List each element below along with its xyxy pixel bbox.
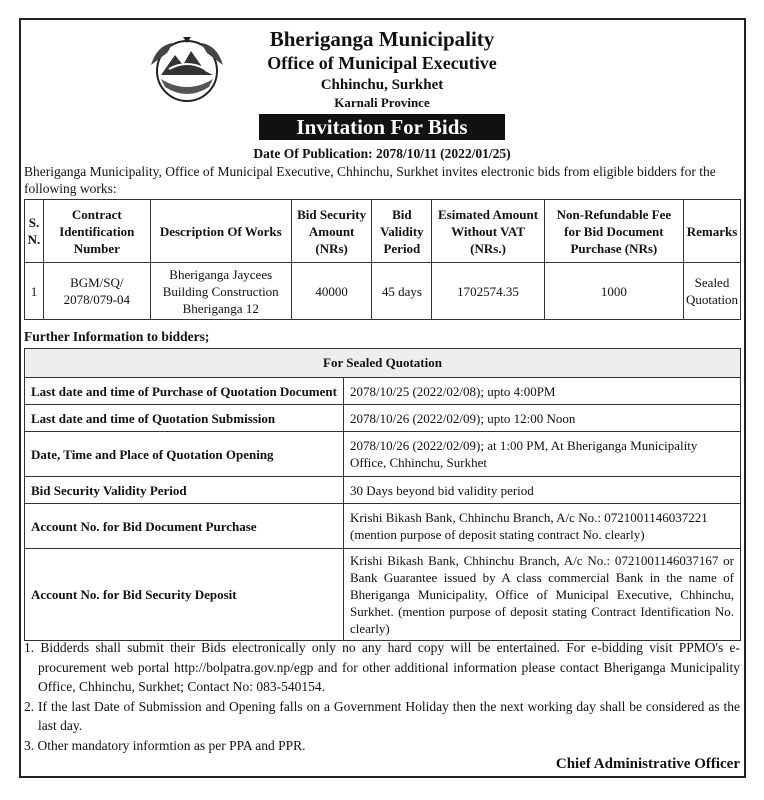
- table-row: [25, 405, 741, 432]
- info-label: Bid Security Validity Period: [25, 477, 344, 504]
- info-label: Account No. for Bid Document Purchase: [25, 504, 344, 549]
- info-value: 30 Days beyond bid validity period: [344, 477, 741, 504]
- further-info-heading: Further Information to bidders;: [24, 329, 210, 344]
- info-value: 2078/10/26 (2022/02/09); upto 12:00 Noon: [344, 405, 741, 432]
- municipality-name: Bheriganga Municipality: [269, 27, 495, 51]
- col-remarks: Remarks: [684, 200, 741, 263]
- info-table: [24, 348, 741, 641]
- cell-bid-security: 40000: [291, 263, 372, 320]
- cell-validity: 45 days: [372, 263, 432, 320]
- works-table-header: [25, 200, 741, 263]
- province-name: Karnali Province: [334, 95, 430, 110]
- note-item: 2. If the last Date of Submission and Opening falls on a Government Holiday then the next working day shall be considered as the last day.: [24, 698, 740, 733]
- note-item: 1. Bidderds shall submit their Bids electronically only no any hard copy will be entertained. For e-bidding visit PPMO's e-procurement web portal http://bolpatra.gov.np/egp and for other additional information please contact Bheriganga Municipality Office, Chhinchu, Surkhet; Contact No: 083-540154.: [24, 640, 740, 694]
- info-table-title: For Sealed Quotation: [25, 349, 741, 378]
- table-row: [25, 477, 741, 504]
- info-value: 2078/10/26 (2022/02/09); at 1:00 PM, At Bheriganga Municipality Office, Chhinchu, Surkhet: [344, 432, 741, 477]
- cell-estimated-amount: 1702574.35: [432, 263, 544, 320]
- signature-title: Chief Administrative Officer: [555, 756, 740, 772]
- cell-remarks: Sealed Quotation: [684, 263, 741, 320]
- cell-description: Bheriganga Jaycees Building Construction Bheriganga 12: [150, 263, 291, 320]
- table-row: [25, 549, 741, 641]
- col-contract-id: Contract Identification Number: [43, 200, 150, 263]
- info-value: 2078/10/25 (2022/02/08); upto 4:00PM: [344, 378, 741, 405]
- info-value: Krishi Bikash Bank, Chhinchu Branch, A/c No.: 0721001146037167 or Bank Guarantee issued by A class commercial Bank in the name of Bheriganga Municipality, Office of Municipal Executive, Chhinchu, Surkhet. (mention purpose of deposit stating Contract Identification No. clearly): [344, 549, 741, 641]
- table-row: [25, 504, 741, 549]
- col-estimated-amount: Esimated Amount Without VAT (NRs.): [432, 200, 544, 263]
- office-name: Office of Municipal Executive: [267, 53, 497, 73]
- table-row: [25, 378, 741, 405]
- notice-banner: Invitation For Bids: [259, 114, 505, 140]
- info-value: Krishi Bikash Bank, Chhinchu Branch, A/c No.: 0721001146037221 (mention purpose of deposit stating contract No. clearly): [344, 504, 741, 549]
- col-fee: Non-Refundable Fee for Bid Document Purchase (NRs): [544, 200, 683, 263]
- notes-list: [24, 638, 740, 755]
- table-row: [25, 263, 741, 320]
- table-row: [25, 432, 741, 477]
- cell-fee: 1000: [544, 263, 683, 320]
- info-label: Date, Time and Place of Quotation Opening: [25, 432, 344, 477]
- intro-paragraph: Bheriganga Municipality, Office of Municipal Executive, Chhinchu, Surkhet invites electronic bids from eligible bidders for the following works:: [24, 164, 716, 196]
- publication-date: Date Of Publication: 2078/10/11 (2022/01/25): [253, 146, 511, 161]
- cell-contract-id: BGM/SQ/ 2078/079-04: [43, 263, 150, 320]
- info-label: Last date and time of Quotation Submission: [25, 405, 344, 432]
- office-location: Chhinchu, Surkhet: [320, 77, 444, 93]
- works-table: [24, 199, 741, 320]
- col-bid-security: Bid Security Amount (NRs): [291, 200, 372, 263]
- info-label: Last date and time of Purchase of Quotation Document: [25, 378, 344, 405]
- col-validity: Bid Validity Period: [372, 200, 432, 263]
- col-sn: S. N.: [25, 200, 44, 263]
- col-description: Description Of Works: [150, 200, 291, 263]
- note-item: 3. Other mandatory informtion as per PPA and PPR.: [24, 737, 306, 753]
- info-label: Account No. for Bid Security Deposit: [25, 549, 344, 641]
- cell-sn: 1: [25, 263, 44, 320]
